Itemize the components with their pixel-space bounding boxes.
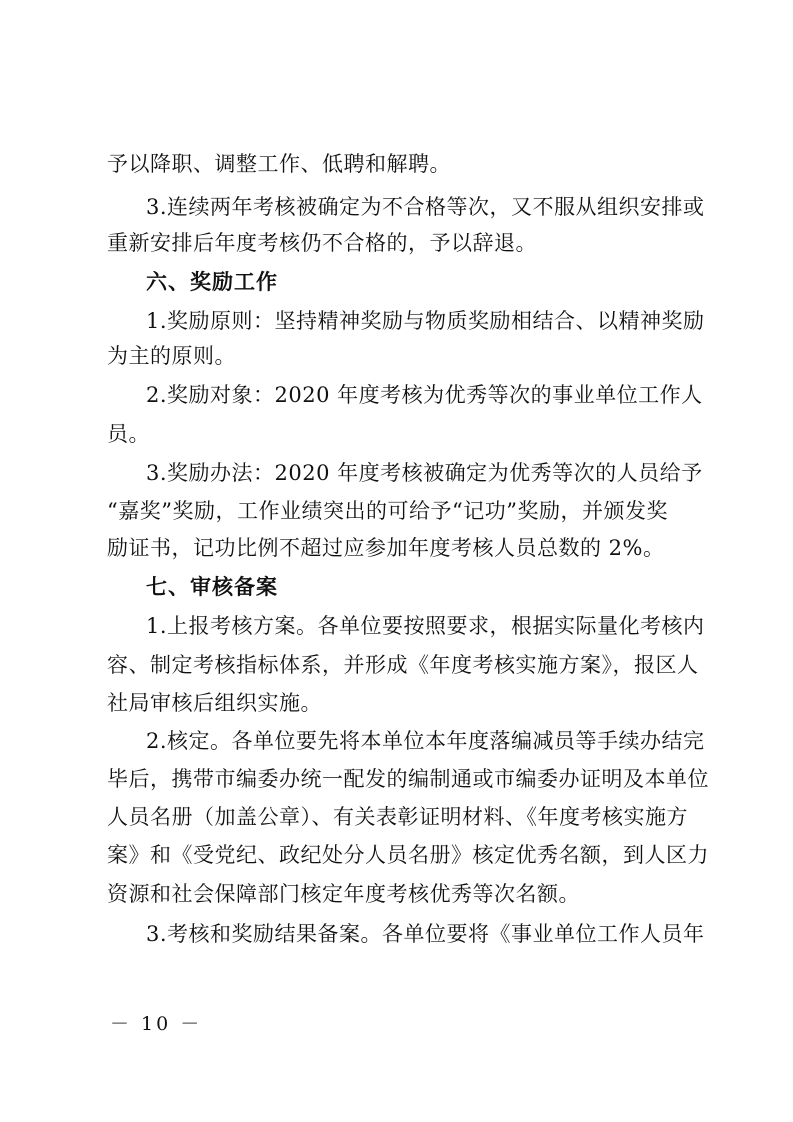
page-number: － 10 － [110,1013,203,1035]
body-line: 容、制定考核指标体系，并形成《年度考核实施方案》，报区人 [107,653,699,677]
body-line: 案》和《受党纪、政纪处分人员名册》核定优秀名额，到人区力 [107,843,709,867]
body-line: 2.核定。各单位要先将本单位本年度落编减员等手续办结完 [146,729,705,753]
body-line: 毕后，携带市编委办统一配发的编制通或市编委办证明及本单位 [107,767,709,791]
body-line: 励证书，记功比例不超过应参加年度考核人员总数的 2%。 [107,536,665,560]
body-line: 员。 [107,422,150,446]
body-line: 重新安排后年度考核仍不合格的，予以辞退。 [107,231,537,255]
body-line: “嘉奖”奖励，工作业绩突出的可给予“记功”奖励，并颁发奖 [107,499,668,523]
body-line: 1.上报考核方案。各单位要按照要求，根据实际量化考核内 [146,614,705,638]
body-line: 资源和社会保障部门核定年度考核优秀等次名额。 [107,882,580,906]
body-line: 社局审核后组织实施。 [107,691,322,715]
body-line: 1.奖励原则：坚持精神奖励与物质奖励相结合、以精神奖励 [146,309,705,333]
section-heading: 六、奖励工作 [146,270,278,294]
body-line: 为主的原则。 [107,344,236,368]
body-line: 3.奖励办法：2020 年度考核被确定为优秀等次的人员给予 [146,461,703,485]
body-line: 2.奖励对象：2020 年度考核为优秀等次的事业单位工作人 [146,383,703,407]
section-heading: 七、审核备案 [146,575,278,599]
body-line: 予以降职、调整工作、低聘和解聘。 [107,152,451,176]
body-line: 人员名册（加盖公章）、有关表彰证明材料、《年度考核实施方 [107,805,688,829]
body-line: 3.连续两年考核被确定为不合格等次，又不服从组织安排或 [146,195,705,219]
body-line: 3.考核和奖励结果备案。各单位要将《事业单位工作人员年 [146,922,705,946]
